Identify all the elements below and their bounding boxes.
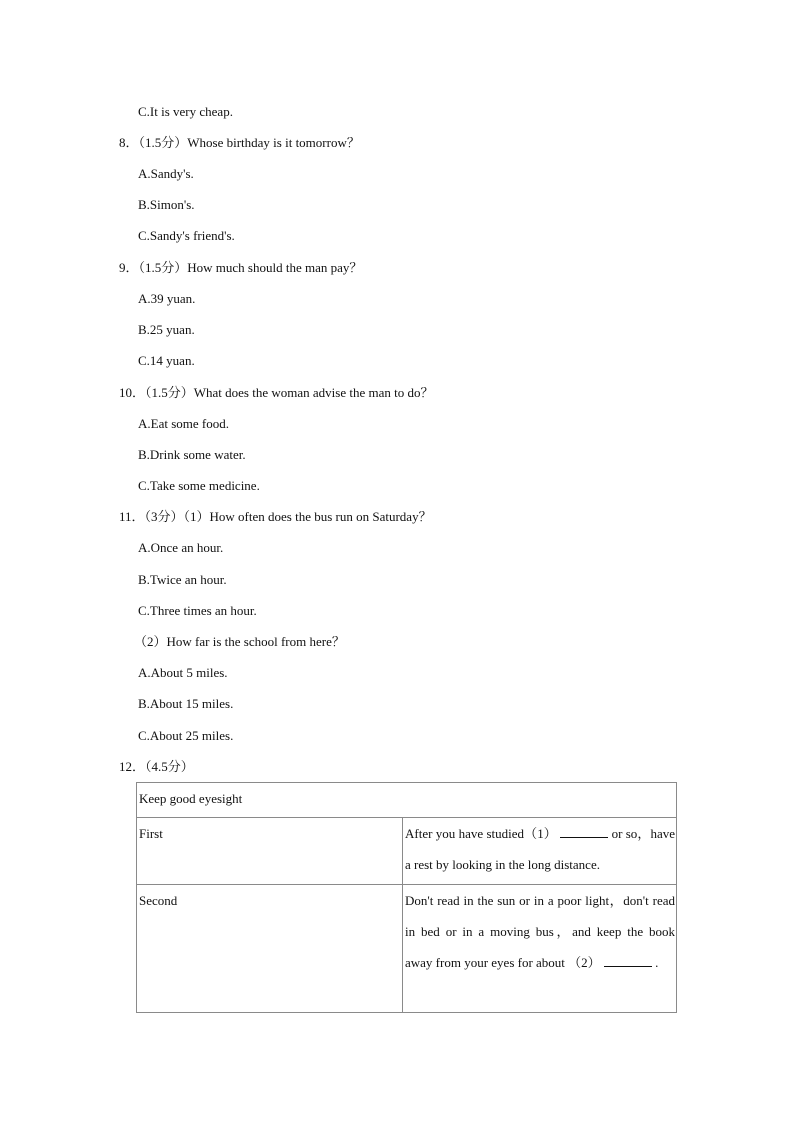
- table-row-content: Don't read in the sun or in a poor light，don't read in bed or in a moving bus，and keep the book away from your eyes for about （2） .: [403, 885, 677, 1013]
- q9-option-b: B.25 yuan.: [138, 322, 195, 337]
- q9-option-a: A.39 yuan.: [138, 291, 196, 306]
- question-10: 10．（1.5分）What does the woman advise the man to do？: [119, 385, 434, 400]
- q8-option-c: C.Sandy's friend's.: [138, 228, 235, 243]
- eyesight-table: [136, 782, 677, 1013]
- q11-part1-option-c: C.Three times an hour.: [138, 603, 257, 618]
- q10-option-c: C.Take some medicine.: [138, 478, 260, 493]
- answer-blank-2[interactable]: [604, 954, 652, 967]
- question-11: 11．（3分）（1）How often does the bus run on Saturday？: [119, 509, 432, 524]
- question-9: 9．（1.5分）How much should the man pay？: [119, 260, 363, 275]
- table-title-cell: [137, 783, 677, 818]
- q8-option-a: A.Sandy's.: [138, 166, 194, 181]
- table-row-label: Second: [137, 885, 403, 1013]
- question-8: 8．（1.5分）Whose birthday is it tomorrow？: [119, 135, 360, 150]
- q9-option-c: C.14 yuan.: [138, 353, 195, 368]
- question-12: 12．（4.5分）: [119, 759, 194, 774]
- q7-option-c: C.It is very cheap.: [138, 104, 233, 119]
- q11-part2-option-c: C.About 25 miles.: [138, 728, 234, 743]
- q10-option-a: A.Eat some food.: [138, 416, 229, 431]
- answer-blank-1[interactable]: [560, 825, 608, 838]
- table-title: Keep good eyesight: [139, 791, 243, 806]
- q11-part2-option-a: A.About 5 miles.: [138, 665, 228, 680]
- q11-part1-option-b: B.Twice an hour.: [138, 572, 227, 587]
- table-row-label: First: [137, 818, 403, 885]
- q8-option-b: B.Simon's.: [138, 197, 195, 212]
- q11-part1-option-a: A.Once an hour.: [138, 540, 224, 555]
- q10-option-b: B.Drink some water.: [138, 447, 246, 462]
- q11-part2-option-b: B.About 15 miles.: [138, 696, 234, 711]
- question-11-part-2: （2）How far is the school from here？: [134, 634, 345, 649]
- table-row-content: After you have studied（1） or so，have a rest by looking in the long distance.: [403, 818, 677, 885]
